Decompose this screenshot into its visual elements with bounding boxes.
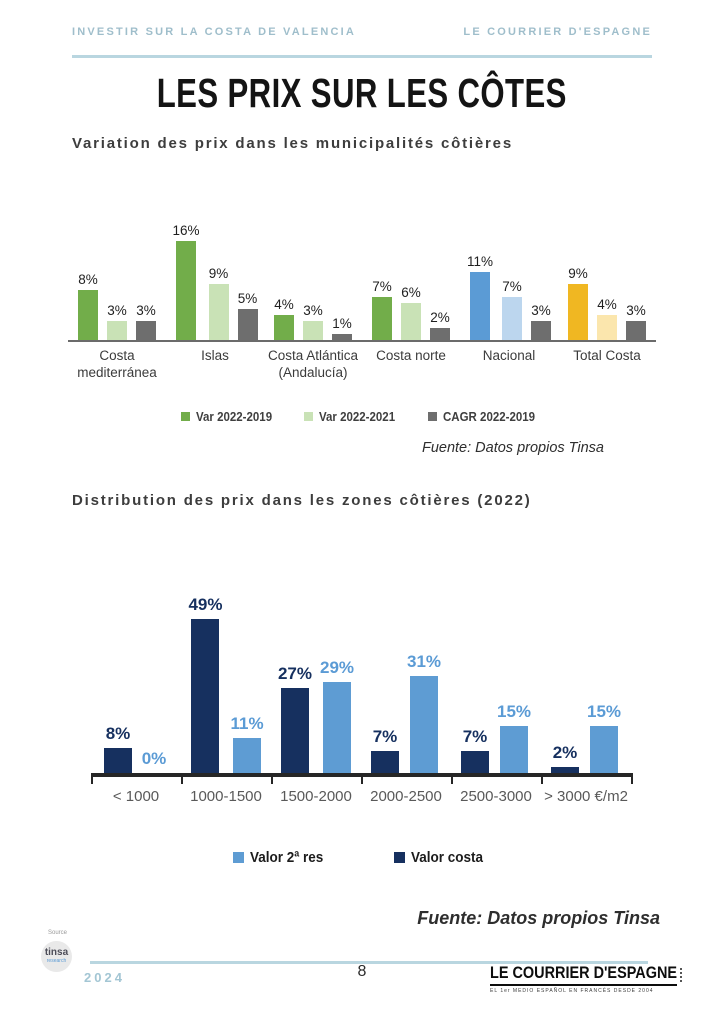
- bar-column: [140, 749, 168, 773]
- bar-value-label: 31%: [406, 651, 442, 671]
- bar: [626, 321, 646, 340]
- bar-column: [597, 297, 617, 340]
- category-label: > 3000 €/m2: [544, 787, 628, 805]
- axis-tick: [91, 777, 181, 784]
- bar-column: [172, 223, 199, 340]
- axis-tick: [541, 777, 631, 784]
- bar-group: [451, 702, 541, 773]
- legend-swatch: [304, 412, 313, 421]
- legend-swatch: [428, 412, 437, 421]
- bar: [332, 334, 352, 340]
- bar-value-label: 9%: [568, 266, 588, 281]
- category-label: Costa mediterránea: [77, 348, 157, 380]
- bar-column: [104, 724, 132, 773]
- axis-tick: [361, 777, 451, 784]
- category-labels: [91, 788, 633, 805]
- bar: [233, 738, 261, 773]
- bar: [461, 751, 489, 773]
- brand-side-marks: [680, 968, 682, 982]
- bar: [500, 726, 528, 773]
- legend-label: Valor costa: [410, 848, 483, 866]
- axis-tick: [451, 777, 541, 784]
- bar-group: [181, 595, 271, 773]
- bar: [176, 241, 196, 340]
- bar-column: [502, 279, 522, 340]
- legend-label: CAGR 2022-2019: [443, 409, 536, 424]
- bar-group: [541, 702, 631, 773]
- bar-value-label: 15%: [586, 701, 622, 721]
- header-divider: [72, 55, 652, 58]
- legend-item: [181, 410, 279, 424]
- bar: [104, 748, 132, 773]
- bar-column: [467, 254, 493, 340]
- bar-column: [188, 595, 222, 773]
- brand-logo-name: LE COURRIER D'ESPAGNE: [490, 963, 677, 986]
- bar: [274, 315, 294, 340]
- bar: [209, 284, 229, 340]
- bar-group: [264, 297, 362, 340]
- bar-value-label: 1%: [332, 316, 352, 331]
- legend-item: [233, 849, 331, 866]
- section2-title: Distribution des prix dans les zones côtières (2022): [72, 491, 532, 509]
- price-variation-chart: [0, 214, 724, 456]
- bar-value-label: 2%: [552, 742, 578, 762]
- bar-column: [551, 743, 579, 773]
- price-variation-chart-plot: [68, 214, 656, 382]
- bar-column: [303, 303, 323, 340]
- bar-column: [332, 316, 352, 340]
- bar: [590, 726, 618, 773]
- page-header: [0, 0, 724, 38]
- bar-group: [558, 266, 656, 340]
- category-label: 1500-2000: [280, 787, 352, 805]
- bar: [303, 321, 323, 340]
- axis-tick: [181, 777, 271, 784]
- bar-value-label: 2%: [430, 310, 450, 325]
- bar-value-label: 7%: [372, 726, 398, 746]
- bar: [470, 272, 490, 340]
- category-labels: [68, 348, 656, 382]
- bar: [323, 682, 351, 773]
- legend-item: [394, 849, 491, 866]
- brand-logo: [490, 963, 678, 994]
- bar-column: [209, 266, 229, 340]
- bar-column: [230, 714, 263, 773]
- footer-year: 2024: [84, 970, 125, 985]
- plot-area: [91, 589, 633, 777]
- bar-column: [531, 303, 551, 340]
- tinsa-logo-name: tinsa: [44, 947, 69, 958]
- chart2-source-note: Fuente: Datos propios Tinsa: [417, 907, 660, 928]
- category-label: Nacional: [482, 348, 536, 363]
- bar-column: [401, 285, 421, 340]
- bar-group: [91, 724, 181, 773]
- bar: [78, 290, 98, 340]
- header-right-title: LE COURRIER D'ESPAGNE: [463, 26, 652, 38]
- bar: [371, 751, 399, 773]
- bar-value-label: 7%: [502, 279, 522, 294]
- legend-item: [428, 410, 543, 424]
- bar-value-label: 11%: [466, 254, 494, 269]
- bar: [372, 297, 392, 340]
- bar-column: [274, 297, 294, 340]
- category-label: Costa Atlántica (Andalucía): [267, 348, 359, 380]
- category-label: < 1000: [112, 787, 160, 805]
- bar-value-label: 0%: [141, 748, 167, 768]
- bar-value-label: 3%: [626, 303, 646, 318]
- category-label: 2500-3000: [460, 787, 532, 805]
- bar-column: [587, 702, 621, 773]
- bar-group: [460, 254, 558, 340]
- legend-label: Valor 2ª res: [250, 848, 324, 866]
- brand-logo-tagline: EL 1er MEDIO ESPAÑOL EN FRANCÉS DESDE 2004: [490, 988, 654, 994]
- bar: [551, 767, 579, 773]
- bar-column: [320, 658, 354, 773]
- tinsa-logo-subtitle: research: [46, 958, 67, 964]
- bar: [238, 309, 258, 340]
- bar-group: [271, 658, 361, 773]
- section1-title: Variation des prix dans les municipalités côtières: [72, 135, 513, 152]
- legend-swatch: [181, 412, 190, 421]
- legend-item: [304, 410, 402, 424]
- bar-group: [362, 279, 460, 340]
- bar-value-label: 11%: [230, 713, 264, 733]
- legend-label: Var 2022-2021: [319, 409, 396, 424]
- bar-column: [626, 303, 646, 340]
- price-distribution-chart: [0, 589, 724, 929]
- bar: [281, 688, 309, 773]
- page-title: LES PRIX SUR LES CÔTES: [156, 70, 568, 116]
- bar-column: [136, 303, 156, 340]
- bar: [502, 297, 522, 340]
- header-left-title: INVESTIR SUR LA COSTA DE VALENCIA: [72, 26, 357, 38]
- bar-column: [238, 291, 258, 340]
- legend-label: Var 2022-2019: [195, 409, 272, 424]
- bar: [107, 321, 127, 340]
- bar-column: [497, 702, 531, 773]
- price-variation-chart-legend: [0, 410, 724, 424]
- footer-source-label: Source: [48, 930, 68, 936]
- plot-area: [68, 214, 656, 342]
- category-label: Total Costa: [573, 348, 641, 363]
- bar-value-label: 15%: [496, 701, 532, 721]
- category-label: 2000-2500: [370, 787, 442, 805]
- bar: [597, 315, 617, 340]
- bar-column: [461, 727, 489, 773]
- axis-ticks: [91, 777, 633, 784]
- bar-value-label: 3%: [107, 303, 127, 318]
- bar-value-label: 3%: [303, 303, 323, 318]
- price-distribution-chart-plot: [91, 589, 633, 805]
- bar-value-label: 8%: [105, 723, 131, 743]
- bar-value-label: 49%: [188, 594, 223, 614]
- axis-tick: [271, 777, 361, 784]
- page-number: 8: [357, 963, 367, 980]
- bar: [136, 321, 156, 340]
- bar-value-label: 4%: [597, 297, 617, 312]
- bar-column: [107, 303, 127, 340]
- bar-group: [361, 652, 451, 773]
- category-label: Costa norte: [376, 348, 446, 363]
- bar: [401, 303, 421, 340]
- bar-column: [372, 279, 392, 340]
- bar-value-label: 8%: [78, 272, 98, 287]
- bar-value-label: 27%: [277, 663, 312, 683]
- bar-group: [166, 223, 264, 340]
- bar-value-label: 16%: [172, 223, 200, 238]
- bar-value-label: 9%: [208, 266, 229, 281]
- bar-value-label: 3%: [136, 303, 156, 318]
- bar: [410, 676, 438, 773]
- bar-value-label: 7%: [372, 279, 392, 294]
- bar-value-label: 5%: [237, 291, 258, 306]
- bar-column: [407, 652, 441, 773]
- chart1-source-note: Fuente: Datos propios Tinsa: [421, 439, 604, 456]
- bar-value-label: 3%: [531, 303, 551, 318]
- bar-column: [78, 272, 98, 340]
- bar-column: [430, 310, 450, 340]
- bar-group: [68, 272, 166, 340]
- bar-column: [278, 664, 312, 773]
- bar-value-label: 4%: [274, 297, 294, 312]
- bar-column: [371, 727, 399, 773]
- bar-value-label: 7%: [462, 726, 488, 746]
- bar-value-label: 29%: [320, 657, 355, 677]
- bar-value-label: 6%: [401, 285, 421, 300]
- bar: [430, 328, 450, 340]
- legend-swatch: [233, 852, 244, 863]
- bar: [568, 284, 588, 340]
- price-distribution-chart-legend: [0, 849, 724, 866]
- category-label: 1000-1500: [190, 787, 262, 805]
- bar-column: [568, 266, 588, 340]
- bar: [531, 321, 551, 340]
- bar: [191, 619, 219, 773]
- category-label: Islas: [201, 348, 229, 363]
- legend-swatch: [394, 852, 405, 863]
